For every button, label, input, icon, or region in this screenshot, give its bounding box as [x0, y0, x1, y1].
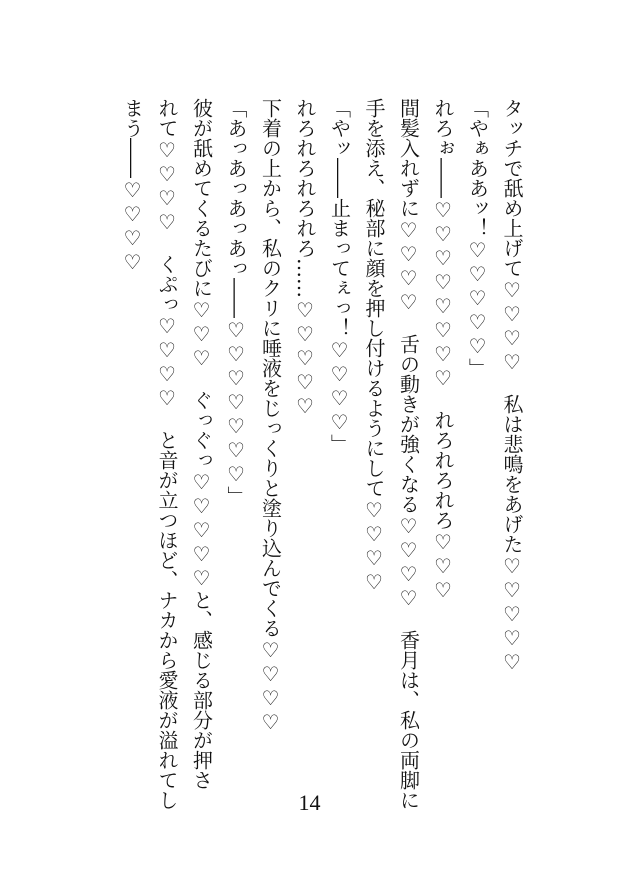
- text-line: れろぉ――♡♡♡♡♡♡♡♡ れろれろれろ♡♡♡: [431, 98, 455, 602]
- text-line: 手を添え、秘部に顔を押し付けるようにして♡♡♡♡: [362, 98, 386, 594]
- text-line: 「やッ――止まってぇっ！♡♡♡♡」: [327, 98, 352, 454]
- page-number: 14: [298, 790, 321, 815]
- text-line: 「あっあっあっあっ――♡♡♡♡♡♡♡」: [224, 98, 248, 506]
- text-line: まう――♡♡♡♡: [120, 98, 145, 274]
- text-line: 下着の上から、私のクリに唾液をじっくりと塗り込んでくる♡♡♡♡: [258, 98, 283, 734]
- text-line: タッチで舐め上げて♡♡♡♡ 私は悲鳴をあげた♡♡♡♡♡: [500, 98, 524, 674]
- text-line: 「やぁああッ！♡♡♡♡♡」: [465, 98, 490, 378]
- text-line: れろれろれろれろ……♡♡♡♡♡: [293, 98, 317, 418]
- text-line: れて♡♡♡♡ くぷっ♡♡♡♡ と音が立つほど、ナカから愛液が溢れてし: [155, 98, 179, 810]
- text-line: 間髪入れずに♡♡♡♡ 舌の動きが強くなる♡♡♡♡ 香月は、私の両脚に: [396, 98, 421, 810]
- text-line: 彼が舐めてくるたびに♡♡♡ ぐっぐっ♡♡♡♡♡と、感じる部分が押さ: [189, 98, 214, 790]
